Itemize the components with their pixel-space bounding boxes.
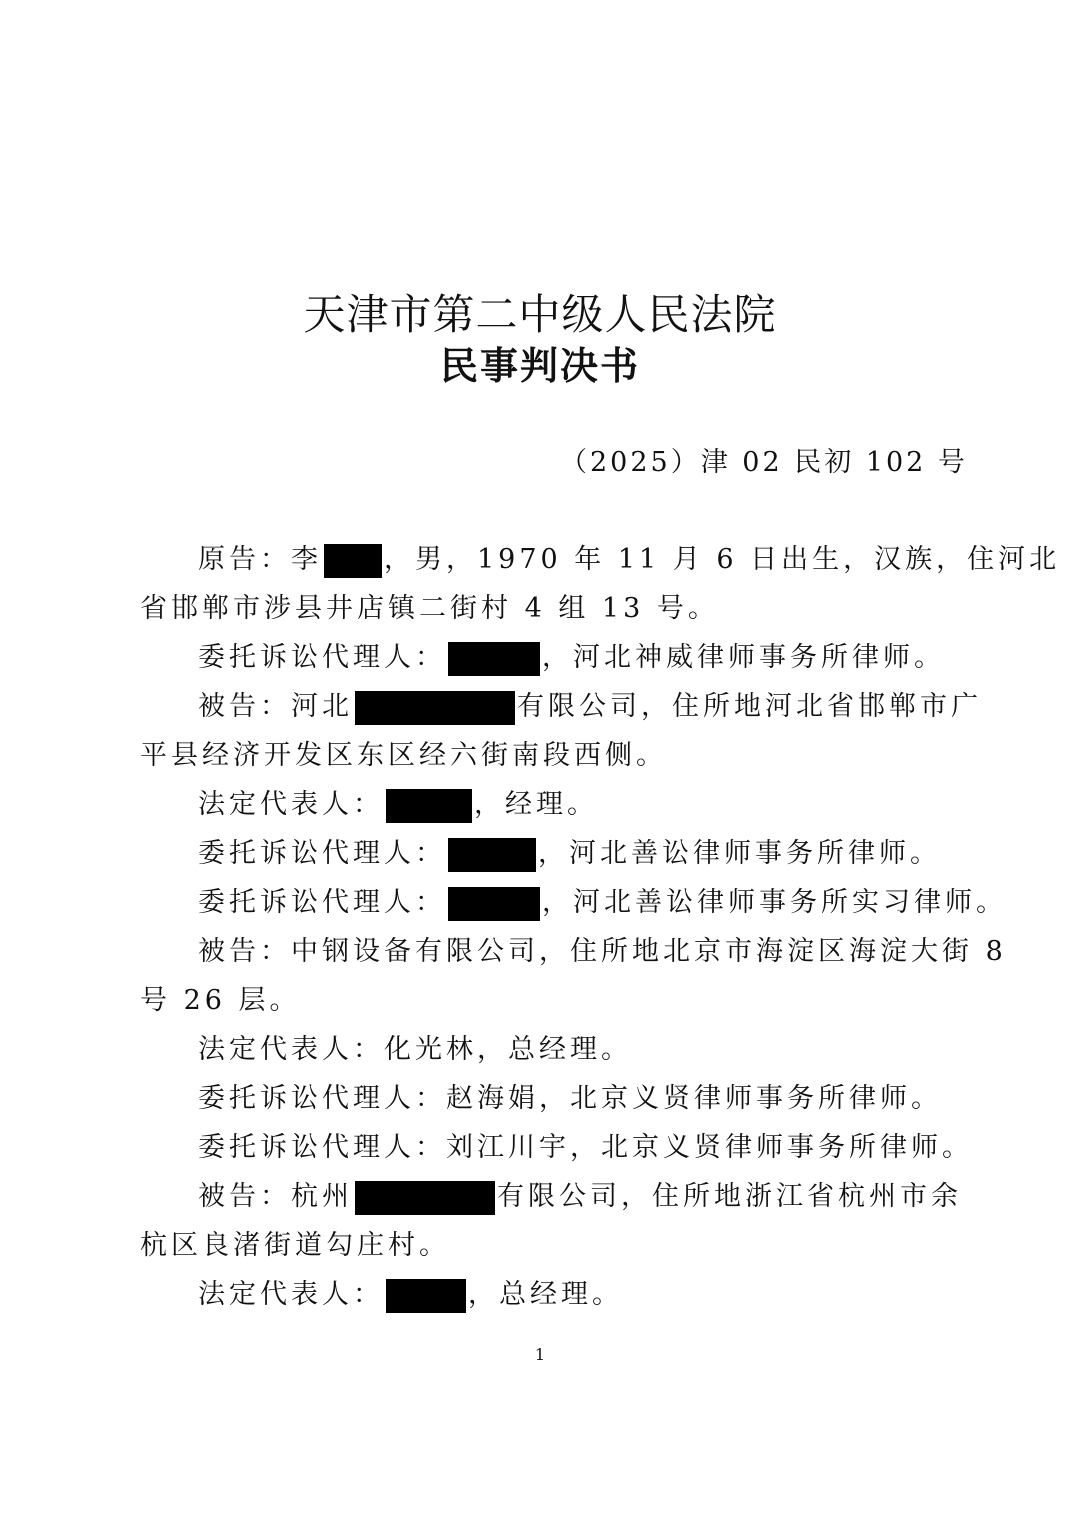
party-legal-rep <box>140 780 940 829</box>
party-defendant <box>140 1172 962 1270</box>
redaction-block <box>448 642 540 676</box>
party-plaintiff <box>140 535 1061 633</box>
redaction-block <box>448 887 540 921</box>
legal-rep-text: 法定代表人：化光林，总经理。 <box>198 1034 632 1065</box>
defendant-address: 平县经济开发区东区经六街南段西侧。 <box>140 740 667 771</box>
document-type-title: 民事判决书 <box>439 343 640 388</box>
defendant-text: 被告：中钢设备有限公司，住所地北京市海淀区海淀大街 8 <box>198 936 1007 967</box>
agent-details: ，河北善讼律师事务所律师。 <box>538 838 941 869</box>
party-legal-rep <box>140 1025 940 1074</box>
defendant-label: 被告：杭州 <box>198 1181 353 1212</box>
redaction-block <box>386 1279 466 1313</box>
redaction-block <box>324 544 382 578</box>
legal-rep-label: 法定代表人： <box>198 1279 384 1310</box>
agent-label: 委托诉讼代理人： <box>198 838 446 869</box>
defendant-address: 号 26 层。 <box>140 985 301 1016</box>
plaintiff-label: 原告：李 <box>198 544 322 575</box>
party-legal-rep <box>140 1270 940 1319</box>
redaction-block <box>448 838 536 872</box>
agent-details: ，河北善讼律师事务所实习律师。 <box>542 887 1007 918</box>
agent-label: 委托诉讼代理人： <box>198 887 446 918</box>
party-agent <box>140 1074 940 1123</box>
redaction-block <box>355 691 515 725</box>
defendant-label: 被告：河北 <box>198 691 353 722</box>
party-agent <box>140 633 945 682</box>
legal-rep-details: ，经理。 <box>474 789 598 820</box>
case-number: （2025）津 02 民初 102 号 <box>560 447 968 478</box>
party-agent <box>140 1123 973 1172</box>
party-agent <box>140 829 940 878</box>
parties-section <box>140 535 1061 1319</box>
party-defendant <box>140 927 1007 1025</box>
agent-details: ，河北神威律师事务所律师。 <box>542 642 945 673</box>
redaction-block <box>386 789 472 823</box>
legal-rep-label: 法定代表人： <box>198 789 384 820</box>
agent-label: 委托诉讼代理人： <box>198 642 446 673</box>
agent-text: 委托诉讼代理人：刘江川宇，北京义贤律师事务所律师。 <box>198 1132 973 1163</box>
redaction-block <box>355 1181 495 1215</box>
party-agent <box>140 878 1007 927</box>
party-defendant <box>140 682 982 780</box>
plaintiff-details: ，男，1970 年 11 月 6 日出生，汉族，住河北 <box>384 544 1061 575</box>
defendant-address: 杭区良渚街道勾庄村。 <box>140 1230 450 1261</box>
court-name: 天津市第二中级人民法院 <box>303 290 777 339</box>
legal-rep-details: ，总经理。 <box>468 1279 623 1310</box>
plaintiff-address: 省邯郸市涉县井店镇二街村 4 组 13 号。 <box>140 593 719 624</box>
defendant-details: 有限公司，住所地浙江省杭州市余 <box>497 1181 962 1212</box>
agent-text: 委托诉讼代理人：赵海娟，北京义贤律师事务所律师。 <box>198 1083 942 1114</box>
page-number: 1 <box>534 1345 546 1364</box>
defendant-details: 有限公司，住所地河北省邯郸市广 <box>517 691 982 722</box>
